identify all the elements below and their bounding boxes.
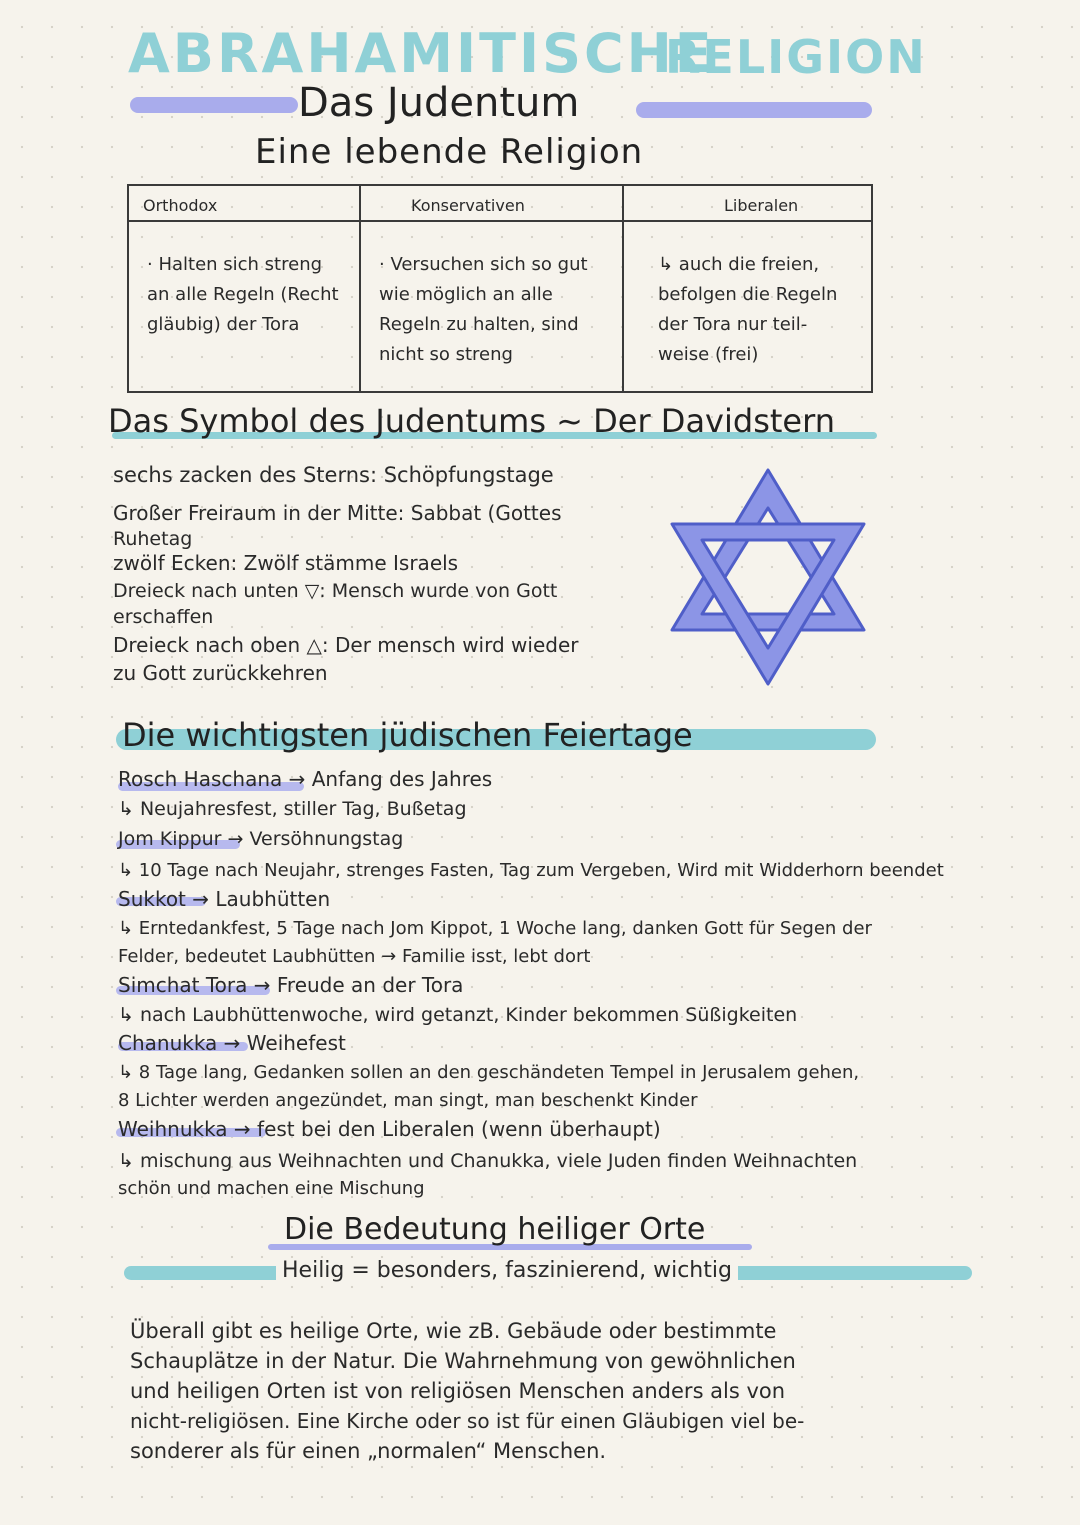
page-title: ABRAHAMITISCHE — [128, 22, 715, 85]
symbol-note-line: Dreieck nach oben △: Der mensch wird wieder — [113, 633, 579, 657]
places-line: Überall gibt es heilige Orte, wie zB. Gebäude oder bestimmte — [130, 1319, 777, 1343]
places-definition: Heilig = besonders, faszinierend, wichtig — [276, 1258, 738, 1283]
holiday-line: schön und machen eine Mischung — [118, 1178, 425, 1199]
table-cell-liberalen: ↳ auch die freien, befolgen die Regeln der Tora nur teil- weise (frei) — [658, 254, 838, 365]
symbol-heading: Das Symbol des Judentums ~ Der Davidstern — [108, 402, 835, 440]
symbol-note-line: Dreieck nach unten ▽: Mensch wurde von Gott — [113, 580, 558, 602]
holiday-line: ↳ Neujahresfest, stiller Tag, Bußetag — [118, 798, 467, 820]
places-line: sonderer als für einen „normalen“ Menschen. — [130, 1439, 607, 1463]
holiday-line: Jom Kippur → Versöhnungstag — [118, 828, 404, 850]
places-line: nicht-religiösen. Eine Kirche oder so ist für einen Gläubigen viel be- — [130, 1409, 805, 1433]
holiday-line: Weihnukka → fest bei den Liberalen (wenn überhaupt) — [118, 1117, 661, 1141]
holidays-heading: Die wichtigsten jüdischen Feiertage — [122, 716, 693, 754]
holiday-line: ↳ Erntedankfest, 5 Tage nach Jom Kippot, 1 Woche lang, danken Gott für Segen der — [118, 918, 872, 939]
table-header-konservativen: Konservativen — [361, 186, 624, 222]
symbol-note-line: zwölf Ecken: Zwölf stämme Israels — [113, 551, 459, 575]
star-of-david-icon — [660, 462, 876, 690]
symbol-note-line: erschaffen — [113, 606, 214, 628]
holiday-line: 8 Lichter werden angezündet, man singt, man beschenkt Kinder — [118, 1090, 698, 1111]
holiday-line: Simchat Tora → Freude an der Tora — [118, 973, 464, 997]
tagline: Eine lebende Religion — [255, 132, 644, 172]
table-cell-orthodox: · Halten sich streng an alle Regeln (Recht gläubig) der Tora — [129, 222, 361, 391]
holiday-line: Felder, bedeutet Laubhütten → Familie isst, lebt dort — [118, 946, 591, 967]
holiday-line: ↳ 10 Tage nach Neujahr, strenges Fasten, Tag zum Vergeben, Wird mit Widderhorn beendet — [118, 860, 944, 881]
table-header-orthodox: Orthodox — [129, 186, 361, 222]
places-line: und heiligen Orten ist von religiösen Menschen anders als von — [130, 1379, 786, 1403]
symbol-note-line: zu Gott zurückkehren — [113, 661, 328, 685]
table-header-liberalen: Liberalen — [624, 186, 871, 222]
page-title-religion: RELIGION — [665, 30, 927, 84]
table-cell-konservativen: · Versuchen sich so gut wie möglich an alle Regeln zu halten, sind nicht so streng — [361, 222, 624, 391]
symbol-note-line: Großer Freiraum in der Mitte: Sabbat (Gottes — [113, 501, 562, 525]
holiday-line: ↳ nach Laubhüttenwoche, wird getanzt, Kinder bekommen Süßigkeiten — [118, 1004, 798, 1026]
holiday-line: Chanukka → Weihefest — [118, 1031, 346, 1055]
subtitle: Das Judentum — [298, 80, 580, 126]
denominations-table — [127, 184, 873, 393]
title-accent-bar-left — [130, 97, 298, 113]
places-line: Schauplätze in der Natur. Die Wahrnehmung von gewöhnlichen — [130, 1349, 796, 1373]
symbol-note-line: sechs zacken des Sterns: Schöpfungstage — [113, 463, 554, 487]
holiday-line: Rosch Haschana → Anfang des Jahres — [118, 767, 493, 791]
holiday-line: ↳ 8 Tage lang, Gedanken sollen an den geschändeten Tempel in Jerusalem gehen, — [118, 1062, 860, 1083]
symbol-note-line: Ruhetag — [113, 528, 193, 550]
holiday-line: ↳ mischung aus Weihnachten und Chanukka, viele Juden finden Weihnachten — [118, 1150, 858, 1172]
title-accent-bar-right — [636, 102, 872, 118]
places-heading: Die Bedeutung heiliger Orte — [284, 1212, 706, 1247]
holiday-line: Sukkot → Laubhütten — [118, 887, 331, 911]
